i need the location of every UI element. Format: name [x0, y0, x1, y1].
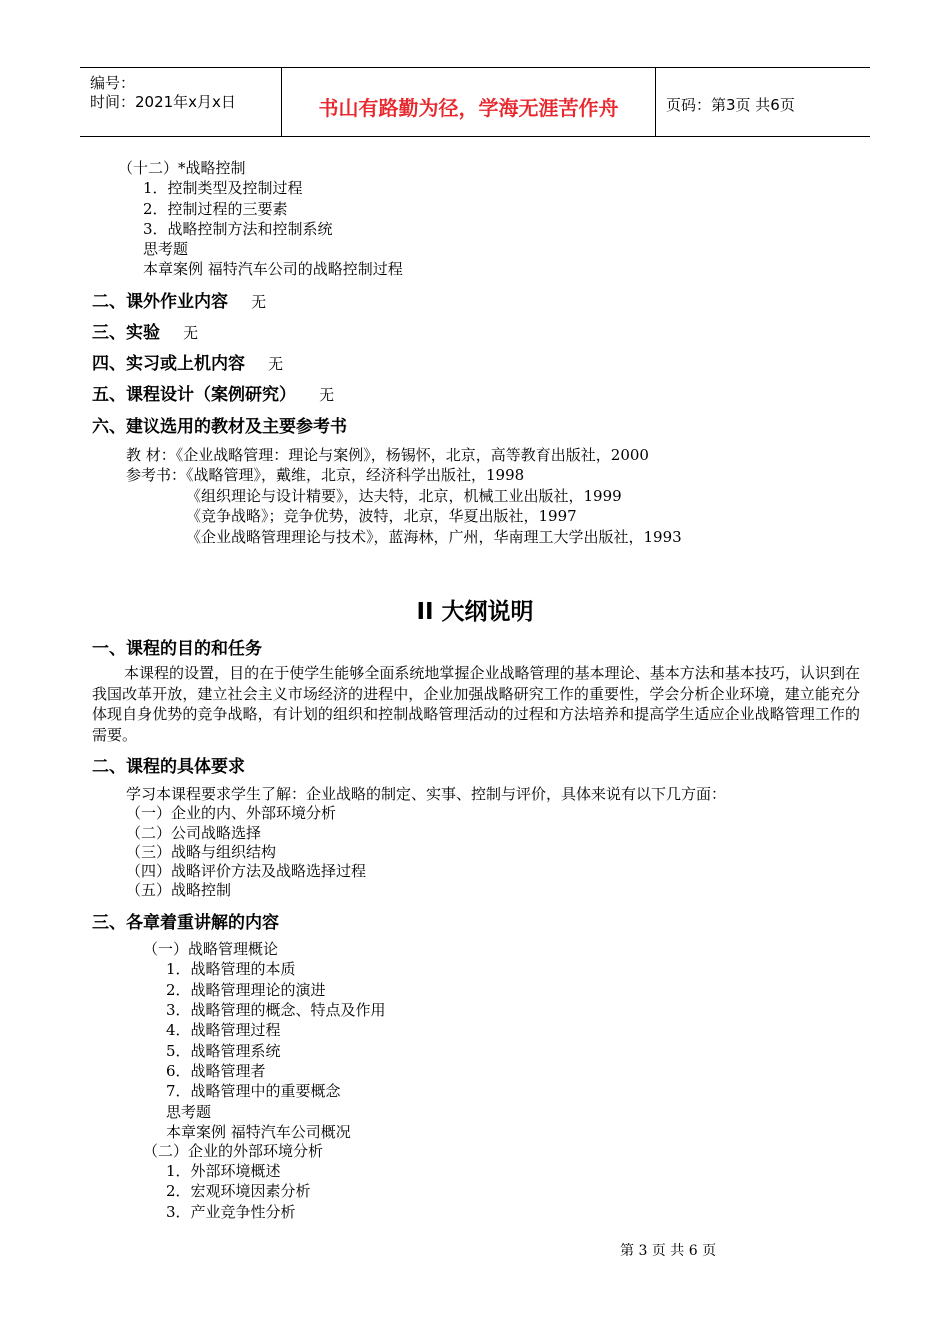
list-item: 3．战略管理的概念、特点及作用	[166, 1001, 386, 1019]
reference-line: 《组织理论与设计精要》，达夫特，北京，机械工业出版社，1999	[186, 487, 622, 505]
section-value: 无	[268, 355, 284, 373]
outline-title: II 大纲说明	[416, 599, 534, 625]
number-label: 编号：	[90, 74, 136, 92]
list-item: 2．控制过程的三要素	[143, 200, 288, 218]
reference-line: 《竞争战略》；竞争优势，波特，北京，华夏出版社，1997	[186, 507, 577, 525]
chapter-2-title: （二）企业的外部环境分析	[143, 1142, 324, 1160]
section-heading: 五、课程设计（案例研究）	[92, 385, 296, 405]
list-item: 3．产业竞争性分析	[166, 1203, 296, 1221]
content-heading: 三、各章着重讲解的内容	[92, 913, 279, 933]
textbook-line: 教 材：《企业战略管理：理论与案例》，杨锡怀，北京，高等教育出版社，2000	[126, 446, 649, 464]
time-label: 时间：2021年x月x日	[90, 93, 236, 111]
list-item: 思考题	[143, 240, 189, 258]
footer-page-number: 第 3 页 共 6 页	[620, 1243, 717, 1259]
motto: 书山有路勤为径，学海无涯苦作舟	[318, 96, 619, 120]
list-item: 4．战略管理过程	[166, 1021, 281, 1039]
list-item: 1．外部环境概述	[166, 1162, 281, 1180]
header-meta-cell	[80, 68, 282, 136]
goal-paragraph: 本课程的设置，目的在于使学生能够全面系统地掌握企业战略管理的基本理论、基本方法和基本技巧，认识到在我国改革开放，建立社会主义市场经济的进程中，企业加强战略研究工作的重要性，学会分析企业环境，建立能充分体现自身优势的竞争战略，有计划的组织和控制战略管理活动的过程和方法培养和提高学生适应企业战略管理工作的需要。	[92, 664, 860, 744]
section-practice	[92, 349, 283, 374]
list-item: 本章案例 福特汽车公司的战略控制过程	[143, 260, 403, 278]
section-value: 无	[319, 386, 335, 404]
list-item: （四）战略评价方法及战略选择过程	[126, 862, 367, 880]
reference-line: 《企业战略管理理论与技术》，蓝海林，广州，华南理工大学出版社，1993	[186, 528, 682, 546]
chapter-1-title: （一）战略管理概论	[143, 940, 279, 958]
list-item: 6．战略管理者	[166, 1062, 266, 1080]
list-item: 3．战略控制方法和控制系统	[143, 220, 333, 238]
header-page-cell	[656, 68, 870, 136]
list-item: 1．战略管理的本质	[166, 960, 296, 978]
header-motto-cell	[282, 68, 656, 136]
section-heading: 二、课外作业内容	[92, 292, 228, 312]
section-experiment	[92, 318, 198, 343]
list-item: （二）公司战略选择	[126, 824, 262, 842]
section-homework	[92, 287, 266, 312]
header-page-info: 页码：第3页 共6页	[666, 96, 795, 114]
requirements-heading: 二、课程的具体要求	[92, 757, 245, 777]
page-header	[80, 67, 870, 137]
list-item: （五）战略控制	[126, 881, 232, 899]
section-12-title: （十二）*战略控制	[118, 159, 246, 177]
list-item: （一）企业的内、外部环境分析	[126, 804, 337, 822]
goal-heading: 一、课程的目的和任务	[92, 639, 262, 659]
section-books	[92, 412, 347, 437]
list-item: 1．控制类型及控制过程	[143, 179, 303, 197]
requirements-intro: 学习本课程要求学生了解：企业战略的制定、实事、控制与评价，具体来说有以下几方面：	[126, 785, 727, 803]
list-item: 思考题	[166, 1103, 212, 1121]
list-item: 2．宏观环境因素分析	[166, 1182, 311, 1200]
section-heading: 四、实习或上机内容	[92, 354, 245, 374]
list-item: 7．战略管理中的重要概念	[166, 1082, 341, 1100]
list-item: 5．战略管理系统	[166, 1042, 281, 1060]
section-value: 无	[251, 293, 267, 311]
reference-line: 参考书：《战略管理》，戴维，北京，经济科学出版社，1998	[126, 466, 525, 484]
section-heading: 三、实验	[92, 323, 160, 343]
list-item: 本章案例 福特汽车公司概况	[166, 1123, 351, 1141]
section-heading: 六、建议选用的教材及主要参考书	[92, 417, 347, 437]
section-value: 无	[183, 324, 199, 342]
section-design	[92, 380, 334, 405]
list-item: （三）战略与组织结构	[126, 843, 277, 861]
list-item: 2．战略管理理论的演进	[166, 981, 326, 999]
